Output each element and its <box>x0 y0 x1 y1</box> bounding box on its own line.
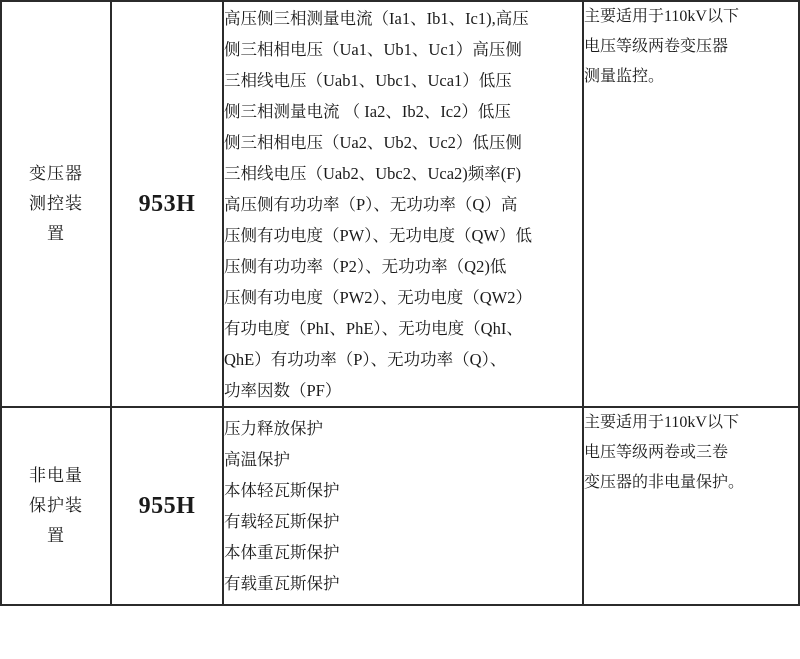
device-name-line: 置 <box>47 224 65 243</box>
function-line: QhE）有功功率（P）、无功功率（Q）、 <box>224 349 507 369</box>
function-line: 压侧有功电度（PW）、无功电度（QW）低 <box>224 225 532 245</box>
device-name-line: 非电量 <box>29 466 83 485</box>
function-line: 侧三相相电压（Ua2、Ub2、Uc2）低压侧 <box>224 132 522 152</box>
function-line: 高压侧三相测量电流（Ia1、Ib1、Ic1),高压 <box>224 8 529 28</box>
device-functions-cell <box>223 1 583 407</box>
function-line: 高温保护 <box>224 450 290 469</box>
function-line: 高压侧有功功率（P）、无功功率（Q）高 <box>224 194 518 214</box>
application-line: 电压等级两卷变压器 <box>584 38 729 55</box>
device-application-cell <box>583 407 799 605</box>
device-model-cell: 955H <box>111 407 223 605</box>
function-line: 三相线电压（Uab2、Ubc2、Uca2)频率(F) <box>224 163 521 183</box>
function-line: 有功电度（PhI、PhE）、无功电度（QhI、 <box>224 318 523 338</box>
function-line: 功率因数（PF） <box>224 380 342 400</box>
function-line: 侧三相相电压（Ua1、Ub1、Uc1）高压侧 <box>224 39 522 59</box>
function-line: 有载轻瓦斯保护 <box>224 512 340 531</box>
function-line: 本体重瓦斯保护 <box>224 543 340 562</box>
function-line: 压侧有功电度（PW2）、无功电度（QW2） <box>224 287 532 307</box>
device-name-line: 测控装 <box>29 194 83 213</box>
device-name-cell <box>1 407 111 605</box>
application-line: 电压等级两卷或三卷 <box>584 444 729 461</box>
table-row <box>1 407 799 605</box>
device-name-line: 变压器 <box>29 164 83 183</box>
device-name-line: 保护装 <box>29 496 83 515</box>
application-line: 变压器的非电量保护。 <box>584 474 745 491</box>
device-name-cell <box>1 1 111 407</box>
application-line: 主要适用于110kV以下 <box>584 414 739 431</box>
device-functions-cell <box>223 407 583 605</box>
device-model-cell: 953H <box>111 1 223 407</box>
table-row <box>1 1 799 407</box>
device-application-cell <box>583 1 799 407</box>
function-line: 三相线电压（Uab1、Ubc1、Uca1）低压 <box>224 70 512 90</box>
application-line: 主要适用于110kV以下 <box>584 8 739 25</box>
function-line: 压侧有功功率（P2）、无功功率（Q2)低 <box>224 256 507 276</box>
device-name-line: 置 <box>47 526 65 545</box>
application-line: 测量监控。 <box>584 68 665 85</box>
function-line: 有载重瓦斯保护 <box>224 574 340 593</box>
function-line: 本体轻瓦斯保护 <box>224 481 340 500</box>
function-line: 压力释放保护 <box>224 419 323 438</box>
function-line: 侧三相测量电流 （ Ia2、Ib2、Ic2）低压 <box>224 101 511 121</box>
